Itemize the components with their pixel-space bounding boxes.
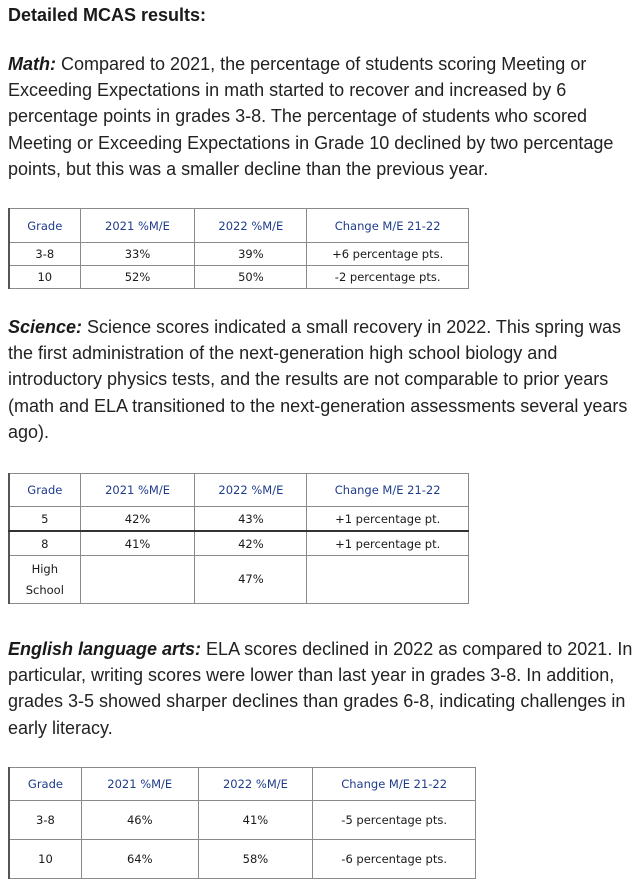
table-header-row [9, 474, 469, 507]
ela-paragraph [8, 636, 633, 741]
table-row [9, 556, 469, 604]
cell-grade: 3-8 [9, 243, 80, 266]
cell-2022: 39% [195, 243, 307, 266]
header-2022: 2022 %M/E [195, 209, 307, 243]
cell-grade: 3-8 [9, 801, 81, 840]
header-change: Change M/E 21-22 [307, 209, 469, 243]
header-2022: 2022 %M/E [198, 768, 313, 801]
cell-change: +6 percentage pts. [307, 243, 469, 266]
ela-lead: English language arts: [8, 639, 202, 659]
cell-2022: 50% [195, 266, 307, 289]
cell-grade: 8 [9, 531, 80, 556]
math-text: Compared to 2021, the percentage of students scoring Meeting or Exceeding Expectations in math started to recover and increased by 6 percentage points in grades 3-8. The percentage of students who scored Meeting or Exceeding Expectations in Grade 10 declined by two percentage points, but this was a smaller decline than the previous year. [8, 54, 614, 179]
header-change: Change M/E 21-22 [313, 768, 476, 801]
ela-results-table [8, 767, 476, 879]
cell-2022: 58% [198, 840, 313, 879]
cell-change: -6 percentage pts. [313, 840, 476, 879]
table-row [9, 840, 476, 879]
header-2022: 2022 %M/E [195, 474, 307, 507]
cell-2021: 42% [80, 507, 195, 532]
cell-2022: 42% [195, 531, 307, 556]
science-text: Science scores indicated a small recovery in 2022. This spring was the first administration of the next-generation high school biology and introductory physics tests, and the results are not comparable to prior years (math and ELA transitioned to the next-generation assessments several years ago). [8, 317, 628, 442]
header-grade: Grade [9, 768, 81, 801]
ela-text: ELA scores declined in 2022 as compared to 2021. In particular, writing scores were lower than last year in grades 3-8. In addition, grades 3-5 showed sharper declines than grades 6-8, indicating challenges in early literacy. [8, 639, 633, 738]
cell-2021: 41% [80, 531, 195, 556]
header-2021: 2021 %M/E [80, 474, 195, 507]
cell-change [307, 556, 469, 604]
cell-change: +1 percentage pt. [307, 531, 469, 556]
table-header-row [9, 209, 469, 243]
cell-grade: 5 [9, 507, 80, 532]
table-row [9, 243, 469, 266]
cell-2022: 43% [195, 507, 307, 532]
table-row [9, 531, 469, 556]
cell-2021: 46% [81, 801, 198, 840]
science-paragraph [8, 314, 633, 445]
table-header-row [9, 768, 476, 801]
cell-change: +1 percentage pt. [307, 507, 469, 532]
header-grade: Grade [9, 474, 80, 507]
cell-change: -2 percentage pts. [307, 266, 469, 289]
header-2021: 2021 %M/E [81, 768, 198, 801]
page-title: Detailed MCAS results: [8, 5, 207, 25]
table-row [9, 266, 469, 289]
cell-2021: 52% [80, 266, 195, 289]
cell-change: -5 percentage pts. [313, 801, 476, 840]
table-row [9, 801, 476, 840]
header-grade: Grade [9, 209, 80, 243]
math-results-table [8, 208, 469, 289]
cell-2022: 47% [195, 556, 307, 604]
cell-2022: 41% [198, 801, 313, 840]
table-row [9, 507, 469, 532]
cell-grade: High School [9, 556, 80, 604]
science-lead: Science: [8, 317, 83, 337]
science-results-table [8, 473, 469, 604]
math-lead: Math: [8, 54, 56, 74]
cell-2021 [80, 556, 195, 604]
header-2021: 2021 %M/E [80, 209, 195, 243]
cell-2021: 33% [80, 243, 195, 266]
cell-grade: 10 [9, 266, 80, 289]
math-paragraph [8, 51, 633, 182]
header-change: Change M/E 21-22 [307, 474, 469, 507]
cell-2021: 64% [81, 840, 198, 879]
cell-grade: 10 [9, 840, 81, 879]
